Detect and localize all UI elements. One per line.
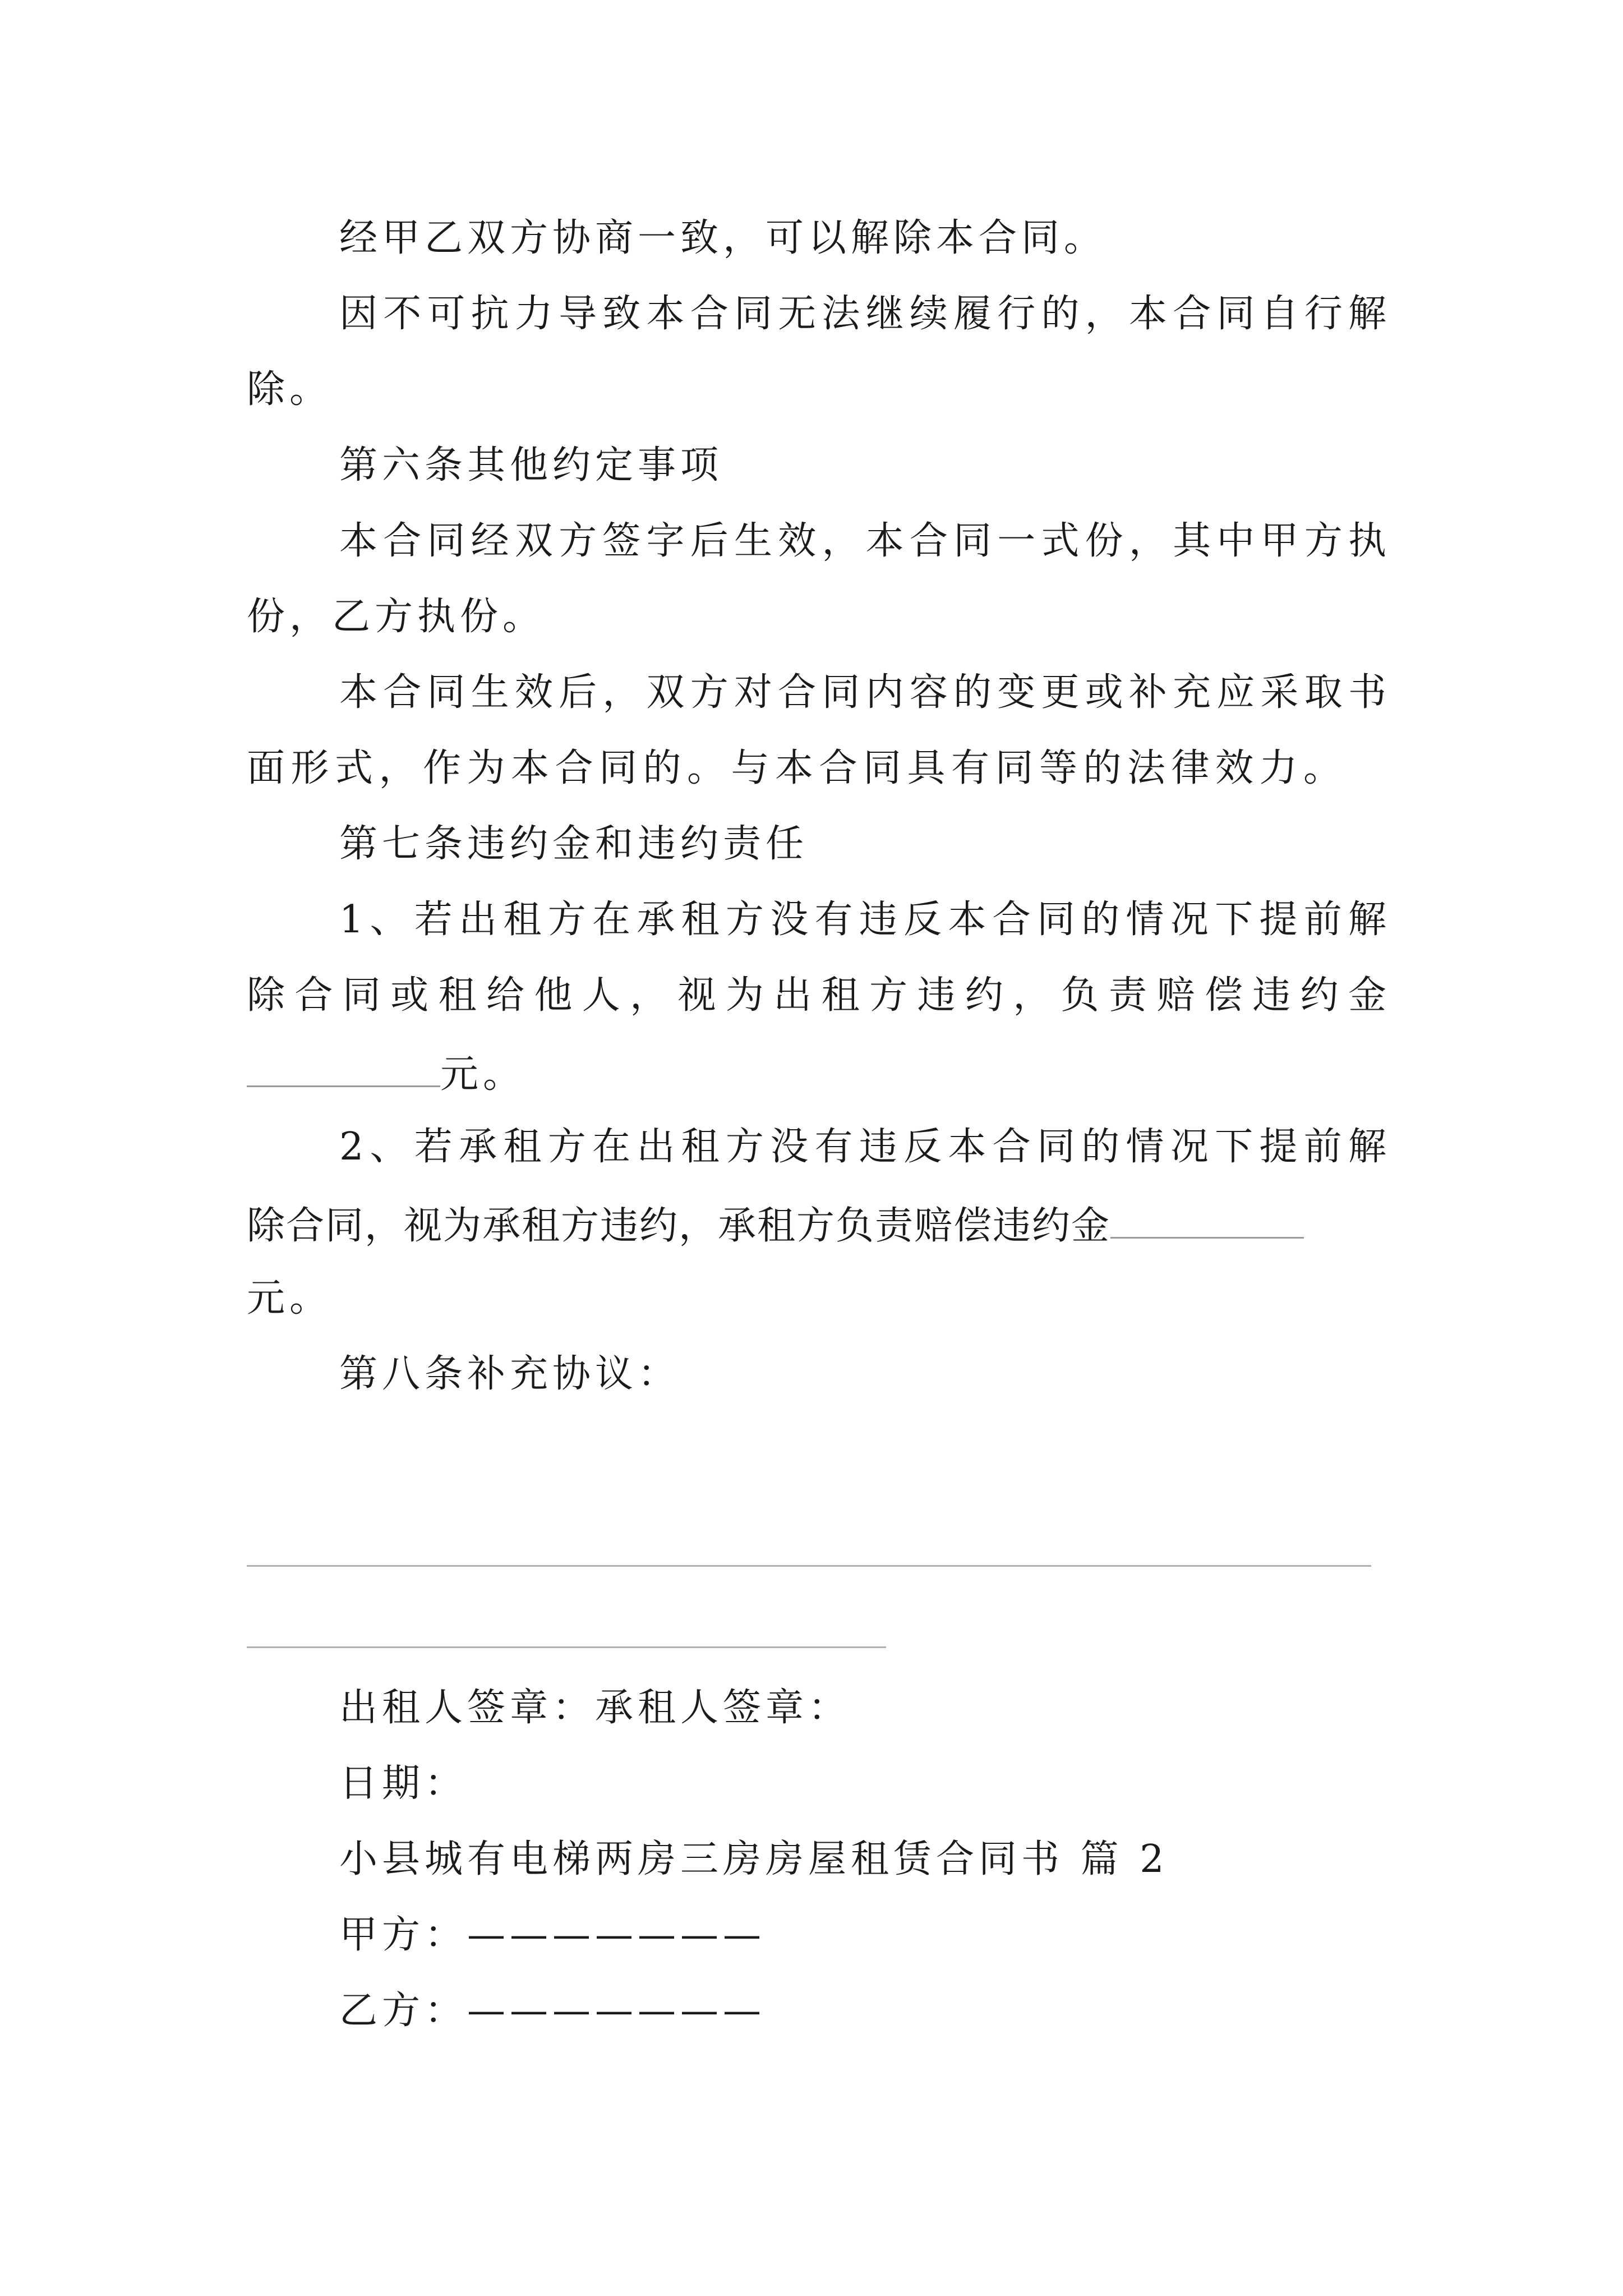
clause5-item2-line2: 除。 [247, 367, 333, 412]
clause7-item2-line2 [247, 1198, 1391, 1251]
clause7-item1-line3 [247, 1046, 1391, 1100]
clause8-title: 第八条补充协议： [339, 1352, 681, 1396]
penalty-amount-blank-1[interactable] [247, 1046, 440, 1087]
clause5-item1: 经甲乙双方协商一致，可以解除本合同。 [339, 216, 1107, 260]
supplement-line-1[interactable] [247, 1565, 1371, 1567]
clause6-p1-line2: 份，乙方执份。 [247, 595, 546, 639]
next-contract-title: 小县城有电梯两房三房房屋租赁合同书 篇 2 [339, 1837, 1169, 1881]
clause6-title: 第六条其他约定事项 [339, 443, 723, 487]
clause7-item2-line1: 2、若承租方在出租方没有违反本合同的情况下提前解 [339, 1125, 1391, 1169]
clause7-title: 第七条违约金和违约责任 [339, 822, 809, 866]
party-a-label: 甲方：——————— [339, 1913, 766, 1957]
clause7-item1-line2: 除合同或租给他人，视为出租方违约，负责赔偿违约金 [247, 973, 1391, 1018]
supplement-line-2[interactable] [247, 1646, 886, 1648]
clause7-item2-text: 除合同，视为承租方违约，承租方负责赔偿违约金 [247, 1204, 1111, 1248]
clause6-p1-line1: 本合同经双方签字后生效，本合同一式份，其中甲方执 [339, 519, 1391, 563]
penalty-amount-blank-2[interactable] [1110, 1198, 1304, 1239]
clause6-p2-line2: 面形式，作为本合同的。与本合同具有同等的法律效力。 [247, 746, 1346, 790]
party-b-label: 乙方：——————— [339, 1989, 766, 2033]
clause7-item1-line1: 1、若出租方在承租方没有违反本合同的情况下提前解 [339, 898, 1391, 942]
clause5-item2-line1: 因不可抗力导致本合同无法继续履行的，本合同自行解 [339, 292, 1391, 336]
clause7-item1-unit: 元。 [440, 1052, 526, 1097]
clause7-item2-line3: 元。 [247, 1276, 333, 1320]
date-label: 日期： [339, 1761, 468, 1806]
signature-labels: 出租人签章：承租人签章： [339, 1686, 851, 1730]
clause6-p2-line1: 本合同生效后，双方对合同内容的变更或补充应采取书 [339, 670, 1391, 715]
